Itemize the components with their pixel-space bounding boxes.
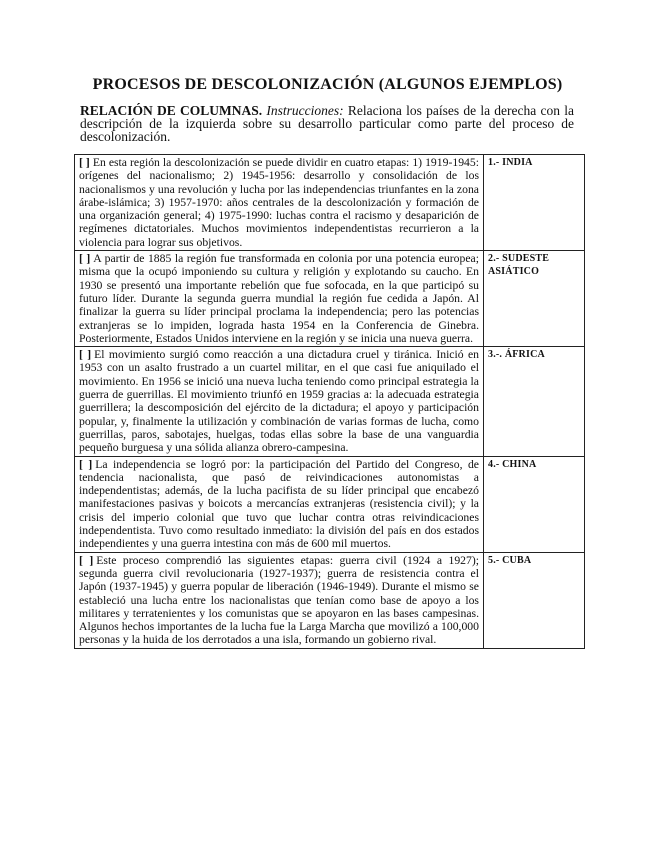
country-cell: 3.-. ÁFRICA bbox=[484, 347, 585, 456]
instructions-text: Relaciona los países de la derecha con la descripción de la izquierda sobre su desarrollo particular como parte del proceso de descolonización. bbox=[80, 103, 574, 144]
description-cell bbox=[75, 251, 484, 347]
description-cell bbox=[75, 552, 484, 648]
matching-table bbox=[74, 154, 585, 649]
description-text: A partir de 1885 la región fue transformada en colonia por una potencia europea; misma que la ocupó imponiendo su cultura y religión y explotando su caucho. En 1930 se presentó una importante rebelión que fue sofocada, en la que participó su futuro líder. Durante la segunda guerra mundial la región fue cedida a Japón. Al finalizar la guerra su líder principal proclama la independencia; pero las potencias extranjeras se lo impiden, lograda hasta 1954 en la Conferencia de Ginebra. Posteriormente, Estados Unidos interviene en la región y se inicia una nueva guerra. bbox=[79, 252, 479, 345]
country-cell: 1.- INDIA bbox=[484, 155, 585, 251]
answer-bracket[interactable]: [ ] bbox=[79, 252, 91, 266]
table-row bbox=[75, 251, 585, 347]
answer-bracket[interactable]: [ ] bbox=[79, 457, 93, 471]
answer-bracket[interactable]: [ ] bbox=[79, 348, 92, 362]
answer-bracket[interactable]: [ ] bbox=[79, 156, 90, 169]
table-row bbox=[75, 456, 585, 552]
description-cell bbox=[75, 456, 484, 552]
table-row bbox=[75, 552, 585, 648]
description-text: En esta región la descolonización se puede dividir en cuatro etapas: 1) 1919-1945: orígenes del nacionalismo; 2) 1945-1956: desarrollo y consolidación de los nacionalismos y una revolución y lucha por las independencias triunfantes en la zona árabe-islámica; 3) 1957-1970: años centrales de la descolonización y formación de una organización general; 4) 1975-1990: luchas contra el racismo y desaparición de regímenes dictatoriales. Muchos movimientos independentistas recurrieron a la violencia para lograr sus objetivos. bbox=[79, 156, 479, 249]
answer-bracket[interactable]: [ ] bbox=[79, 553, 94, 567]
description-text: Este proceso comprendió las siguientes etapas: guerra civil (1924 a 1927); segunda guerra civil revolucionaria (1927-1937); guerra de resistencia contra el Japón (1937-1945) y guerra popular de liberación (1946-1949). Durante el mismo se estableció una lucha entre los nacionalistas que tenían como base de apoyo a los militares y terratenientes y los comunistas que se apoyaron en las bases campesinas. Algunos hechos importantes de la lucha fue la Larga Marcha que movilizó a 100,000 personas y la huida de los derrotados a una isla, formando un gobierno rival. bbox=[79, 553, 479, 647]
country-cell: 2.- SUDESTE ASIÁTICO bbox=[484, 251, 585, 347]
country-cell: 4.- CHINA bbox=[484, 456, 585, 552]
country-cell: 5.- CUBA bbox=[484, 552, 585, 648]
instructions-label: Instrucciones: bbox=[266, 103, 344, 118]
instructions-heading: RELACIÓN DE COLUMNAS. bbox=[80, 103, 263, 118]
table-row bbox=[75, 155, 585, 251]
page-title: PROCESOS DE DESCOLONIZACIÓN (ALGUNOS EJEMPLOS) bbox=[92, 76, 563, 93]
table-row bbox=[75, 347, 585, 456]
description-cell bbox=[75, 347, 484, 456]
description-text: La independencia se logró por: la participación del Partido del Congreso, de tendencia nacionalista, que pasó de reivindicaciones autonomistas a independentistas; además, de la lucha pacifista de su líder principal que encabezó manifestaciones pasivas y boicots a mercancías extranjeras (resistencia civil); y la crisis del imperio colonial que tuvo que luchar contra otras reivindicaciones independentista. Tuvo como resultado inmediato: la división del país en dos estados independientes y una guerra intestina con más de 600 mil muertos. bbox=[79, 457, 479, 551]
description-cell bbox=[75, 155, 484, 251]
instructions bbox=[80, 104, 574, 143]
description-text: El movimiento surgió como reacción a una dictadura cruel y tiránica. Inició en 1953 con un asalto frustrado a un cuartel militar, en el que casi fue aniquilado el movimiento. En 1956 se inició una nueva lucha teniendo como principal estrategia la guerra de guerrillas. El movimiento triunfó en 1959 gracias a: la adecuada estrategia guerrillera; la descomposición del ejército de la dictadura; el apoyo y participación popular, y, finalmente la utilización y combinación de varias formas de lucha, como guerrillas, paros, sabotajes, huelgas, todas ellas sobre la base de una vanguardia pequeño burguesa y una sólida alianza obrero-campesina. bbox=[79, 348, 479, 455]
